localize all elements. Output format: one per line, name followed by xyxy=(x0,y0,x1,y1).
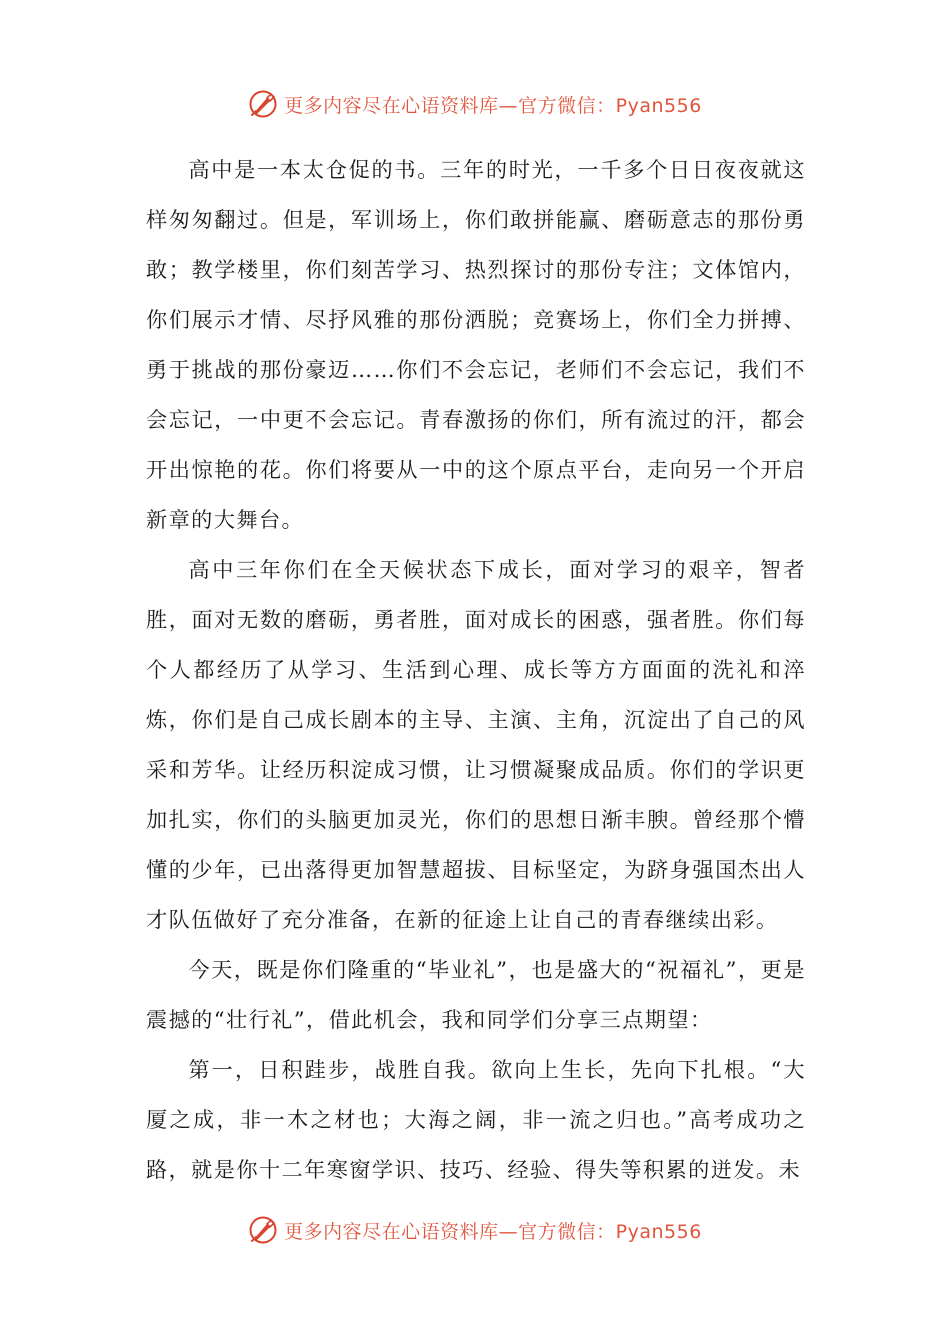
footer-brand-text: 更多内容尽在心语资料库— xyxy=(284,1220,519,1243)
paragraph-3: 今天，既是你们隆重的“毕业礼”，也是盛大的“祝福礼”，更是震撼的“壮行礼”，借此机会，我和同学们分享三点期望： xyxy=(146,957,806,1032)
pen-nib-logo-icon xyxy=(248,89,278,119)
header-brand-text: 更多内容尽在心语资料库— xyxy=(284,94,519,117)
paragraph-2: 高中三年你们在全天候状态下成长，面对学习的艰辛，智者胜，面对无数的磨砺，勇者胜，面对成长的困惑，强者胜。你们每个人都经历了从学习、生活到心理、成长等方方面面的洗礼和淬炼，你们是自己成长剧本的主导、主演、主角，沉淀出了自己的风采和芳华。让经历积淀成习惯，让习惯凝聚成品质。你们的学识更加扎实，你们的头脑更加灵光，你们的思想日渐丰腴。曾经那个懵懂的少年，已出落得更加智慧超拔、目标坚定，为跻身强国杰出人才队伍做好了充分准备，在新的征途上让自己的青春继续出彩。 xyxy=(146,557,806,932)
footer-wechat-text: 官方微信：Pyan556 xyxy=(518,1220,702,1243)
document-body xyxy=(146,145,806,1195)
paragraph-4: 第一，日积跬步，战胜自我。欲向上生长，先向下扎根。“大厦之成，非一木之材也；大海之阔，非一流之归也。”高考成功之路，就是你十二年寒窗学识、技巧、经验、得失等积累的迸发。未 xyxy=(146,1057,806,1182)
footer-watermark xyxy=(0,1210,950,1250)
header-wechat-text: 官方微信：Pyan556 xyxy=(518,94,702,117)
pen-nib-logo-icon xyxy=(248,1215,278,1245)
paragraph-1: 高中是一本太仓促的书。三年的时光，一千多个日日夜夜就这样匆匆翻过。但是，军训场上，你们敢拼能赢、磨砺意志的那份勇敢；教学楼里，你们刻苦学习、热烈探讨的那份专注；文体馆内，你们展示才情、尽抒风雅的那份洒脱；竞赛场上，你们全力拼搏、勇于挑战的那份豪迈……你们不会忘记，老师们不会忘记，我们不会忘记，一中更不会忘记。青春激扬的你们，所有流过的汗，都会开出惊艳的花。你们将要从一中的这个原点平台，走向另一个开启新章的大舞台。 xyxy=(146,157,806,532)
header-watermark xyxy=(0,84,950,124)
